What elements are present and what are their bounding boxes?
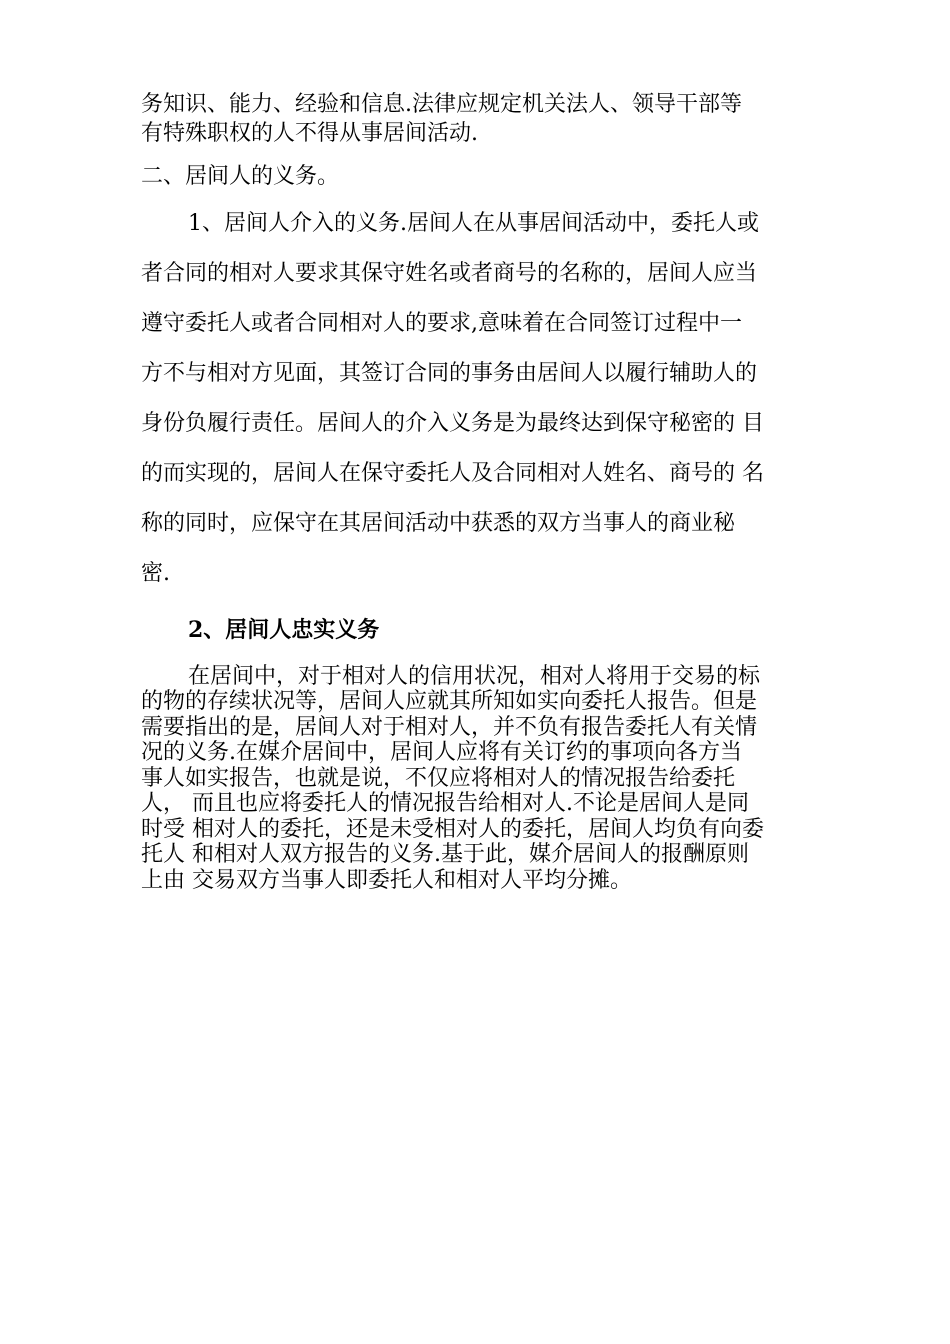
item2-line-9: 上由 交易双方当事人即委托人和相对人平均分摊。 (141, 868, 632, 893)
item1-line-2: 者合同的相对人要求其保守姓名或者商号的名称的，居间人应当 (141, 261, 758, 286)
item2-line-3: 需要指出的是，居间人对于相对人，并不负有报告委托人有关情 (141, 715, 758, 740)
item1-line-5: 身份负履行责任。居间人的介入义务是为最终达到保守秘密的 目 (141, 411, 764, 436)
item2-heading: 2、居间人忠实义务 (188, 617, 380, 643)
item2-line-6: 人， 而且也应将委托人的情况报告给相对人.不论是居间人是同 (141, 791, 749, 816)
item2-line-2: 的物的存续状况等，居间人应就其所知如实向委托人报告。但是 (141, 689, 758, 714)
item2-line-1: 在居间中，对于相对人的信用状况，相对人将用于交易的标 (188, 664, 761, 689)
item1-line-6: 的而实现的，居间人在保守委托人及合同相对人姓名、商号的 名 (141, 461, 764, 486)
item1-line-7: 称的同时，应保守在其居间活动中获悉的双方当事人的商业秘 (141, 511, 736, 536)
item2-line-4: 况的义务.在媒介居间中，居间人应将有关订约的事项向各方当 (141, 740, 742, 765)
item1-line-1: 1、居间人介入的义务.居间人在从事居间活动中，委托人或 (188, 211, 759, 236)
intro-line-2: 有特殊职权的人不得从事居间活动. (141, 121, 478, 146)
item2-line-5: 事人如实报告，也就是说，不仅应将相对人的情况报告给委托 (141, 766, 736, 791)
item2-line-7: 时受 相对人的委托，还是未受相对人的委托，居间人均负有向委 (141, 817, 764, 842)
section-heading: 二、居间人的义务。 (141, 164, 340, 189)
item2-line-8: 托人 和相对人双方报告的义务.基于此，媒介居间人的报酬原则 (141, 842, 749, 867)
item1-line-8: 密. (141, 561, 170, 586)
intro-line-1: 务知识、能力、经验和信息.法律应规定机关法人、领导干部等 (141, 92, 742, 117)
item1-line-4: 方不与相对方见面，其签订合同的事务由居间人以履行辅助人的 (141, 361, 758, 386)
item1-line-3: 遵守委托人或者合同相对人的要求,意味着在合同签订过程中一 (141, 311, 742, 336)
